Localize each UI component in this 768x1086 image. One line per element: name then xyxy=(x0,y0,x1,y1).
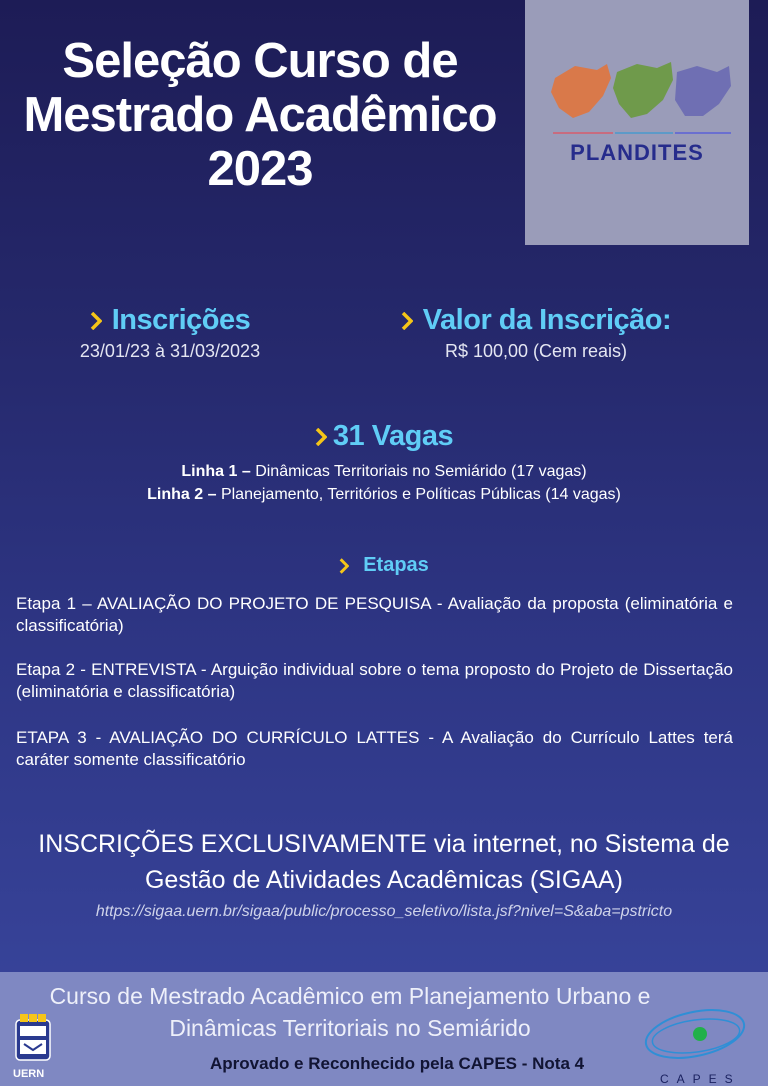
vagas-lines xyxy=(0,460,768,506)
linha-2-text: Planejamento, Territórios e Políticas Públicas (14 vagas) xyxy=(216,486,621,503)
course-name xyxy=(0,980,700,1044)
chevron-right-icon xyxy=(401,312,413,330)
vagas-block xyxy=(234,420,534,453)
inscricoes-heading: Inscrições xyxy=(111,304,251,336)
valor-amount: R$ 100,00 (Cem reais) xyxy=(444,341,628,361)
etapas-heading: Etapas xyxy=(363,554,429,576)
approval-note: Aprovado e Reconhecido pela CAPES - Nota 4 xyxy=(210,1054,585,1073)
linha-1-text: Dinâmicas Territoriais no Semiárido (17 vagas) xyxy=(250,463,587,480)
page-title xyxy=(0,34,520,196)
linha-1-label: Linha 1 – xyxy=(181,463,251,480)
inscricao-online-line-2: Gestão de Atividades Acadêmicas (SIGAA) xyxy=(144,866,623,894)
plandites-logo-text: PLANDITES xyxy=(570,140,704,165)
title-line-2: Mestrado Acadêmico xyxy=(23,88,497,142)
linha-2-label: Linha 2 – xyxy=(147,486,217,503)
uern-label: UERN xyxy=(13,1068,45,1080)
course-name-line-2: Dinâmicas Territoriais no Semiárido xyxy=(169,1015,531,1041)
linha-1 xyxy=(0,460,768,483)
capes-logo xyxy=(640,994,750,1070)
title-line-3: 2023 xyxy=(207,142,313,196)
inscricao-online-notice xyxy=(0,826,768,898)
valor-block xyxy=(356,304,716,362)
plandites-map-logo xyxy=(545,58,735,138)
sigaa-link[interactable]: https://sigaa.uern.br/sigaa/public/processo_seletivo/lista.jsf?nivel=S&aba=pstricto xyxy=(95,903,673,920)
chevron-right-icon xyxy=(339,558,349,574)
chevron-right-icon xyxy=(315,428,327,446)
valor-heading: Valor da Inscrição: xyxy=(422,304,672,336)
linha-2 xyxy=(0,483,768,506)
capes-label: CAPES xyxy=(660,1072,741,1086)
etapa-1: Etapa 1 – AVALIAÇÃO DO PROJETO DE PESQUISA - Avaliação da proposta (eliminatória e classificatória) xyxy=(16,594,733,635)
plandites-logo xyxy=(525,0,749,245)
etapa-2: Etapa 2 - ENTREVISTA - Arguição individual sobre o tema proposto do Projeto de Dissertação (eliminatória e classificatória) xyxy=(16,660,733,701)
course-name-line-1: Curso de Mestrado Acadêmico em Planejamento Urbano e xyxy=(49,983,651,1009)
footer xyxy=(0,972,768,1086)
title-line-1: Seleção Curso de xyxy=(62,34,458,88)
vagas-heading: 31 Vagas xyxy=(332,420,454,452)
inscricao-online-line-1: INSCRIÇÕES EXCLUSIVAMENTE via internet, no Sistema de xyxy=(38,830,730,858)
inscricoes-block xyxy=(40,304,300,362)
chevron-right-icon xyxy=(90,312,102,330)
etapa-3: ETAPA 3 - AVALIAÇÃO DO CURRÍCULO LATTES - A Avaliação do Currículo Lattes terá caráter somente classificatório xyxy=(16,728,733,769)
inscricoes-dates: 23/01/23 à 31/03/2023 xyxy=(79,341,261,361)
etapas-heading-row xyxy=(0,554,768,577)
